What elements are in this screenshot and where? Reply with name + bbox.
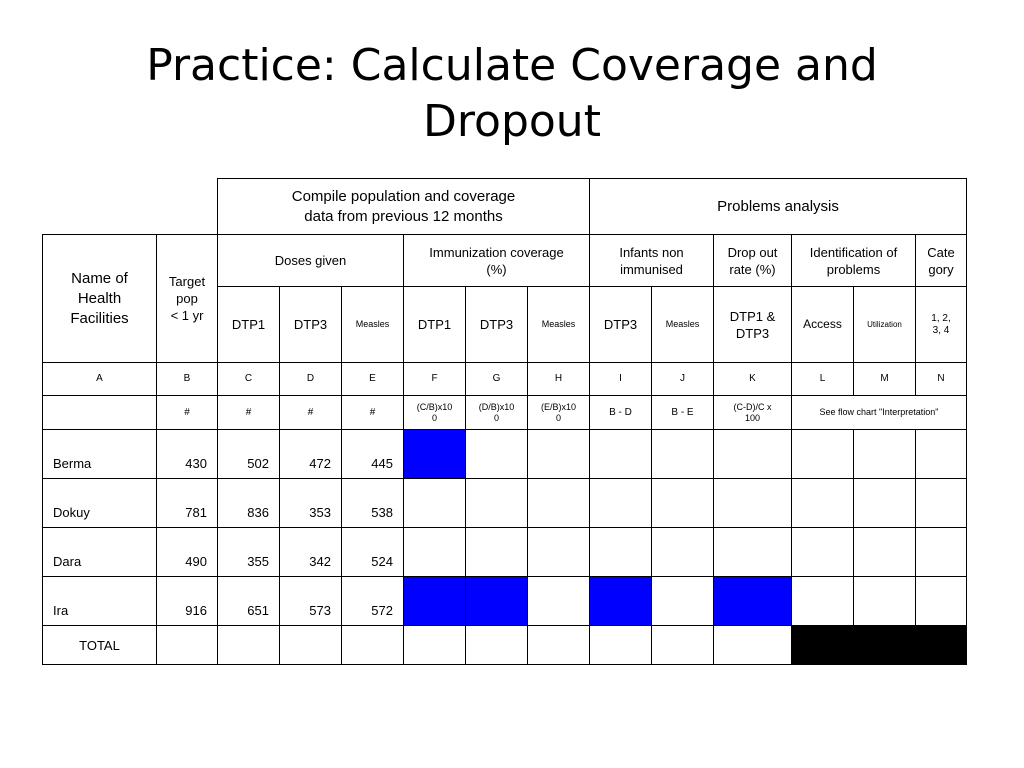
formula-a-empty bbox=[43, 396, 157, 430]
letter-h: H bbox=[528, 363, 590, 396]
formula-g: (D/B)x10 0 bbox=[466, 396, 528, 430]
formula-i: B - D bbox=[590, 396, 652, 430]
measles-value: 445 bbox=[342, 430, 404, 479]
letter-f: F bbox=[404, 363, 466, 396]
letter-n: N bbox=[916, 363, 967, 396]
facility-name: Ira bbox=[43, 577, 157, 626]
empty-cell bbox=[714, 479, 792, 528]
empty-cell bbox=[916, 430, 967, 479]
empty-cell bbox=[590, 430, 652, 479]
header-name-of-facilities: Name of Health Facilities bbox=[43, 235, 157, 363]
empty-cell bbox=[652, 479, 714, 528]
empty-cell bbox=[466, 626, 528, 665]
sub-measles-doses: Measles bbox=[342, 287, 404, 363]
highlight-cell bbox=[714, 577, 792, 626]
empty-cell bbox=[528, 626, 590, 665]
header-category: Cate gory bbox=[916, 235, 967, 287]
blocked-cell bbox=[854, 626, 916, 665]
sub-dtp3-unimmunised: DTP3 bbox=[590, 287, 652, 363]
header-doses-given: Doses given bbox=[218, 235, 404, 287]
empty-cell bbox=[916, 577, 967, 626]
letter-c: C bbox=[218, 363, 280, 396]
sub-measles-coverage: Measles bbox=[528, 287, 590, 363]
blocked-cell bbox=[792, 626, 854, 665]
letters-row bbox=[43, 363, 967, 396]
letter-d: D bbox=[280, 363, 342, 396]
formula-h: (E/B)x10 0 bbox=[528, 396, 590, 430]
title-line-1: Practice: Calculate Coverage and bbox=[146, 40, 878, 91]
empty-cell bbox=[714, 626, 792, 665]
table-row bbox=[43, 430, 967, 479]
dtp1-value: 355 bbox=[218, 528, 280, 577]
empty-cell bbox=[916, 528, 967, 577]
header-infants-non-immunised: Infants non immunised bbox=[590, 235, 714, 287]
header-row-2 bbox=[43, 235, 967, 287]
highlight-cell bbox=[404, 577, 466, 626]
letter-l: L bbox=[792, 363, 854, 396]
empty-cell bbox=[590, 528, 652, 577]
empty-cell bbox=[466, 528, 528, 577]
sub-dtp1-doses: DTP1 bbox=[218, 287, 280, 363]
dtp1-value: 502 bbox=[218, 430, 280, 479]
table-row bbox=[43, 577, 967, 626]
slide-title bbox=[0, 38, 1024, 150]
empty-cell bbox=[792, 479, 854, 528]
formula-b: # bbox=[157, 396, 218, 430]
header-identification: Identification of problems bbox=[792, 235, 916, 287]
empty-cell bbox=[404, 528, 466, 577]
highlight-cell bbox=[404, 430, 466, 479]
empty-cell bbox=[404, 479, 466, 528]
target-pop-value: 916 bbox=[157, 577, 218, 626]
coverage-dropout-table bbox=[42, 178, 967, 665]
empty-cell bbox=[854, 577, 916, 626]
empty-cell bbox=[652, 528, 714, 577]
sub-access: Access bbox=[792, 287, 854, 363]
empty-cell bbox=[528, 479, 590, 528]
dtp3-value: 342 bbox=[280, 528, 342, 577]
empty-cell bbox=[854, 430, 916, 479]
facility-name: Berma bbox=[43, 430, 157, 479]
target-pop-value: 430 bbox=[157, 430, 218, 479]
empty-cell bbox=[528, 528, 590, 577]
empty-cell bbox=[792, 577, 854, 626]
header-compile: Compile population and coverage data from previous 12 months bbox=[218, 179, 590, 235]
header-drop-out-rate: Drop out rate (%) bbox=[714, 235, 792, 287]
letter-k: K bbox=[714, 363, 792, 396]
empty-cell bbox=[404, 626, 466, 665]
facility-name: Dara bbox=[43, 528, 157, 577]
highlight-cell bbox=[590, 577, 652, 626]
empty-cell bbox=[466, 479, 528, 528]
title-line-2: Dropout bbox=[423, 96, 601, 147]
empty-cell bbox=[854, 528, 916, 577]
letter-j: J bbox=[652, 363, 714, 396]
highlight-cell bbox=[466, 577, 528, 626]
blank-corner bbox=[43, 179, 218, 235]
empty-cell bbox=[652, 577, 714, 626]
empty-cell bbox=[280, 626, 342, 665]
total-row bbox=[43, 626, 967, 665]
sub-measles-unimmunised: Measles bbox=[652, 287, 714, 363]
empty-cell bbox=[916, 479, 967, 528]
empty-cell bbox=[590, 479, 652, 528]
letter-m: M bbox=[854, 363, 916, 396]
formula-f: (C/B)x10 0 bbox=[404, 396, 466, 430]
table-row bbox=[43, 528, 967, 577]
header-row-1 bbox=[43, 179, 967, 235]
facility-name: Dokuy bbox=[43, 479, 157, 528]
formula-e: # bbox=[342, 396, 404, 430]
sub-utilization: Utilization bbox=[854, 287, 916, 363]
sub-category-values: 1, 2, 3, 4 bbox=[916, 287, 967, 363]
dtp3-value: 353 bbox=[280, 479, 342, 528]
formula-lmn: See flow chart "Interpretation" bbox=[792, 396, 967, 430]
measles-value: 524 bbox=[342, 528, 404, 577]
empty-cell bbox=[342, 626, 404, 665]
empty-cell bbox=[792, 430, 854, 479]
formula-j: B - E bbox=[652, 396, 714, 430]
empty-cell bbox=[714, 430, 792, 479]
target-pop-value: 781 bbox=[157, 479, 218, 528]
total-label: TOTAL bbox=[43, 626, 157, 665]
empty-cell bbox=[528, 430, 590, 479]
dtp3-value: 573 bbox=[280, 577, 342, 626]
sub-dtp3-doses: DTP3 bbox=[280, 287, 342, 363]
formula-c: # bbox=[218, 396, 280, 430]
letter-i: I bbox=[590, 363, 652, 396]
header-target-pop: Target pop < 1 yr bbox=[157, 235, 218, 363]
empty-cell bbox=[590, 626, 652, 665]
blocked-cell bbox=[916, 626, 967, 665]
empty-cell bbox=[528, 577, 590, 626]
empty-cell bbox=[466, 430, 528, 479]
letter-a: A bbox=[43, 363, 157, 396]
letter-g: G bbox=[466, 363, 528, 396]
letter-b: B bbox=[157, 363, 218, 396]
sub-dtp1-dtp3: DTP1 & DTP3 bbox=[714, 287, 792, 363]
measles-value: 572 bbox=[342, 577, 404, 626]
formula-d: # bbox=[280, 396, 342, 430]
target-pop-value: 490 bbox=[157, 528, 218, 577]
empty-cell bbox=[792, 528, 854, 577]
empty-cell bbox=[714, 528, 792, 577]
empty-cell bbox=[652, 430, 714, 479]
dtp1-value: 836 bbox=[218, 479, 280, 528]
empty-cell bbox=[652, 626, 714, 665]
table-row bbox=[43, 479, 967, 528]
empty-cell bbox=[157, 626, 218, 665]
sub-dtp3-coverage: DTP3 bbox=[466, 287, 528, 363]
measles-value: 538 bbox=[342, 479, 404, 528]
header-problems-analysis: Problems analysis bbox=[590, 179, 967, 235]
dtp1-value: 651 bbox=[218, 577, 280, 626]
formulas-row bbox=[43, 396, 967, 430]
letter-e: E bbox=[342, 363, 404, 396]
sub-dtp1-coverage: DTP1 bbox=[404, 287, 466, 363]
formula-k: (C-D)/C x 100 bbox=[714, 396, 792, 430]
empty-cell bbox=[218, 626, 280, 665]
empty-cell bbox=[854, 479, 916, 528]
header-immunization-coverage: Immunization coverage (%) bbox=[404, 235, 590, 287]
dtp3-value: 472 bbox=[280, 430, 342, 479]
